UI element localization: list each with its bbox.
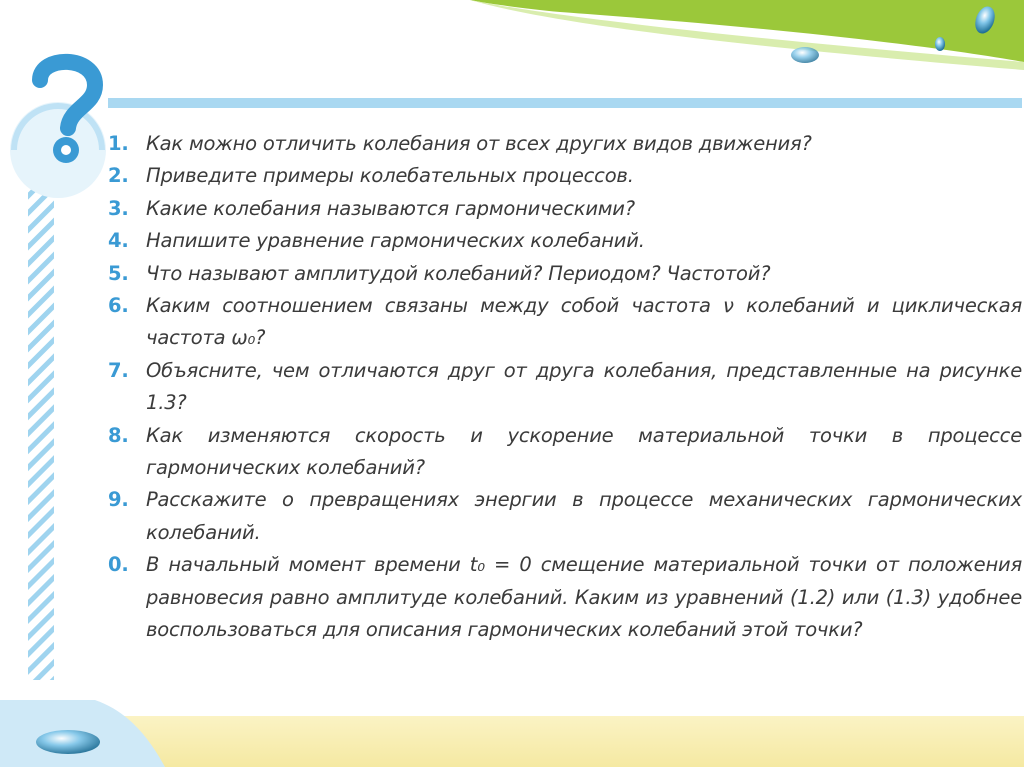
question-text: В начальный момент времени t₀ = 0 смещение материальной точки от положения равновесия равно амплитуде колебаний. Каким из уравнений (1.2) или (1.3) удобнее воспользоваться для описания гармонических колебаний этой точки?	[146, 553, 1022, 642]
question-text: Что называют амплитудой колебаний? Периодом? Частотой?	[146, 261, 771, 285]
yellow-band	[0, 700, 1024, 767]
question-number: 4.	[108, 229, 129, 253]
question-text: Какие колебания называются гармоническими?	[146, 196, 635, 220]
question-item-4	[108, 225, 1022, 257]
question-item-9	[108, 484, 1022, 549]
question-mark-icon	[10, 62, 106, 198]
striped-bar	[28, 170, 54, 680]
question-number: 6.	[108, 294, 129, 318]
question-item-7	[108, 355, 1022, 420]
question-text: Приведите примеры колебательных процессов.	[146, 164, 634, 188]
question-number: 2.	[108, 164, 129, 188]
question-text: Объясните, чем отличаются друг от друга колебания, представленные на рисунке 1.3?	[146, 358, 1022, 415]
question-item-8	[108, 420, 1022, 485]
question-item-3	[108, 193, 1022, 225]
question-item-2	[108, 160, 1022, 192]
header-rule	[108, 98, 1022, 108]
question-text: Как можно отличить колебания от всех других видов движения?	[146, 132, 812, 155]
question-item-5	[108, 258, 1022, 290]
question-text: Напишите уравнение гармонических колебаний.	[146, 229, 645, 253]
question-number: 1.	[108, 132, 129, 155]
question-number: 5.	[108, 261, 129, 285]
question-text: Расскажите о превращениях энергии в процессе механических гармонических колебаний.	[146, 488, 1022, 544]
question-text: Как изменяются скорость и ускорение материальной точки в процессе гармонических колебаний?	[146, 423, 1022, 480]
question-number: 0.	[108, 553, 129, 577]
question-number: 3.	[108, 196, 129, 220]
question-item-6	[108, 290, 1022, 355]
question-number: 7.	[108, 358, 129, 382]
question-number: 9.	[108, 488, 129, 512]
question-list	[108, 128, 1022, 647]
green-swoosh	[470, 0, 1024, 70]
question-item-10	[108, 549, 1022, 646]
question-number: 8.	[108, 423, 129, 447]
question-item-1	[108, 128, 1022, 160]
question-text: Каким соотношением связаны между собой частота ν колебаний и циклическая частота ω₀?	[146, 294, 1022, 350]
